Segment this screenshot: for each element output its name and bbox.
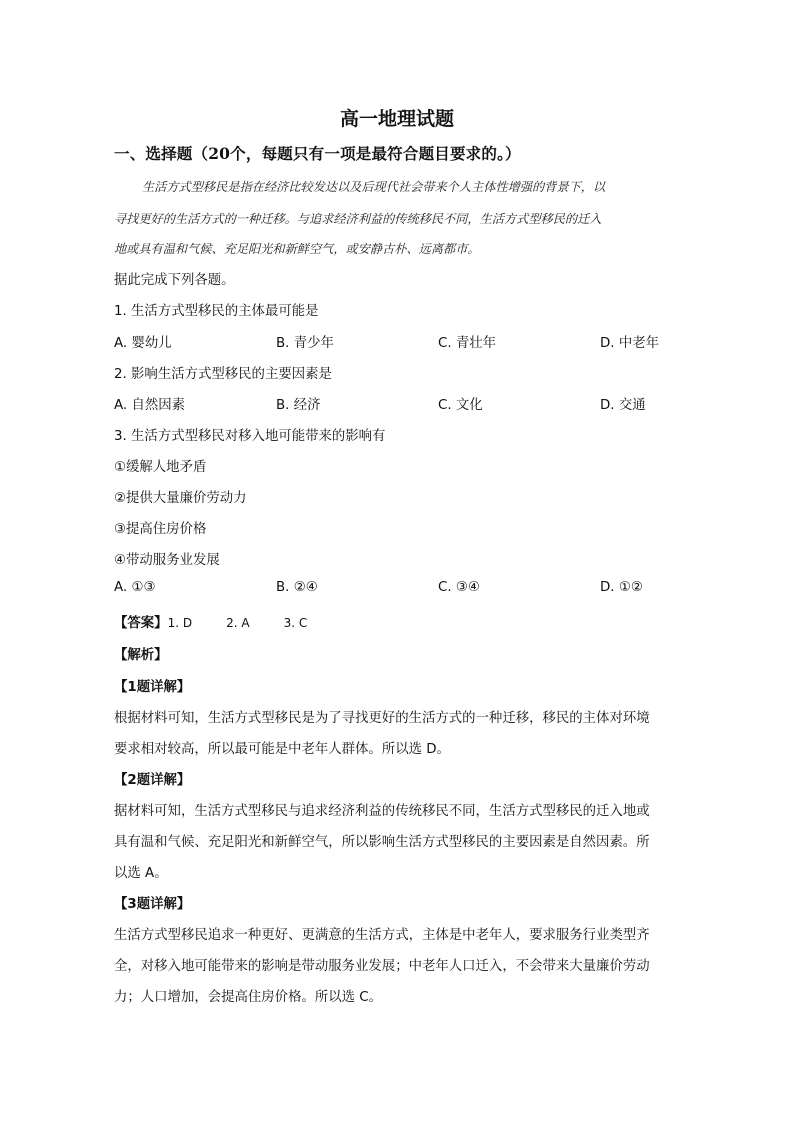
answer-label: 【答案】 <box>114 616 168 631</box>
passage-line: 寻找更好的生活方式的一种迁移。与追求经济利益的传统移民不同，生活方式型移民的迁入 <box>114 212 602 226</box>
detail-2-line: 据材料可知，生活方式型移民与追求经济利益的传统移民不同，生活方式型移民的迁入地或 <box>114 804 650 819</box>
detail-1-line: 根据材料可知，生活方式型移民是为了寻找更好的生活方式的一种迁移，移民的主体对环境 <box>114 711 650 726</box>
page-title: 高一地理试题 <box>339 108 454 130</box>
question-3-option-a: A. ①③ <box>114 580 156 595</box>
question-3-option-d: D. ①② <box>600 580 643 595</box>
passage-line: 地或具有温和气候、充足阳光和新鲜空气，或安静古朴、远离都市。 <box>114 242 480 256</box>
question-1-option-d: D. 中老年 <box>600 336 659 351</box>
question-3-choice: ④带动服务业发展 <box>114 553 220 568</box>
detail-3-line: 力；人口增加，会提高住房价格。所以选 C。 <box>114 990 383 1005</box>
question-3-option-b: B. ②④ <box>276 580 318 595</box>
question-2-option-a: A. 自然因素 <box>114 398 185 413</box>
detail-2-line: 以选 A。 <box>114 866 168 881</box>
detail-1-line: 要求相对较高，所以最可能是中老年人群体。所以选 D。 <box>114 742 450 757</box>
detail-2-heading: 【2题详解】 <box>114 773 191 788</box>
detail-3-line: 全，对移入地可能带来的影响是带动服务业发展；中老年人口迁入，不会带来大量廉价劳动 <box>114 959 650 974</box>
detail-3-line: 生活方式型移民追求一种更好、更满意的生活方式，主体是中老年人，要求服务行业类型齐 <box>114 928 650 943</box>
answer-value: 1. D <box>167 616 193 630</box>
analysis-label: 【解析】 <box>114 648 168 663</box>
question-1-option-a: A. 婴幼儿 <box>114 336 172 351</box>
question-3-option-c: C. ③④ <box>438 580 480 595</box>
instruction: 据此完成下列各题。 <box>114 273 235 288</box>
question-3-stem: 3. 生活方式型移民对移入地可能带来的影响有 <box>114 429 386 444</box>
question-2-option-c: C. 文化 <box>438 398 483 413</box>
passage-line: 生活方式型移民是指在经济比较发达以及后现代社会带来个人主体性增强的背景下，以 <box>142 180 606 194</box>
question-1-option-c: C. 青壮年 <box>438 336 497 351</box>
question-3-choice: ①缓解人地矛盾 <box>114 460 207 475</box>
question-2-option-d: D. 交通 <box>600 398 646 413</box>
question-1-stem: 1. 生活方式型移民的主体最可能是 <box>114 304 319 319</box>
answer-value: 3. C <box>283 616 308 630</box>
question-2-option-b: B. 经济 <box>276 398 321 413</box>
answer-value: 2. A <box>226 616 250 630</box>
question-3-choice: ③提高住房价格 <box>114 522 207 537</box>
detail-2-line: 具有温和气候、充足阳光和新鲜空气，所以影响生活方式型移民的主要因素是自然因素。所 <box>114 835 650 850</box>
question-3-choice: ②提供大量廉价劳动力 <box>114 491 247 506</box>
question-2-stem: 2. 影响生活方式型移民的主要因素是 <box>114 367 332 382</box>
answer-line <box>114 612 307 631</box>
detail-1-heading: 【1题详解】 <box>114 680 191 695</box>
detail-3-heading: 【3题详解】 <box>114 897 191 912</box>
question-1-option-b: B. 青少年 <box>276 336 334 351</box>
section-heading: 一、选择题（20个，每题只有一项是最符合题目要求的。） <box>114 144 521 163</box>
